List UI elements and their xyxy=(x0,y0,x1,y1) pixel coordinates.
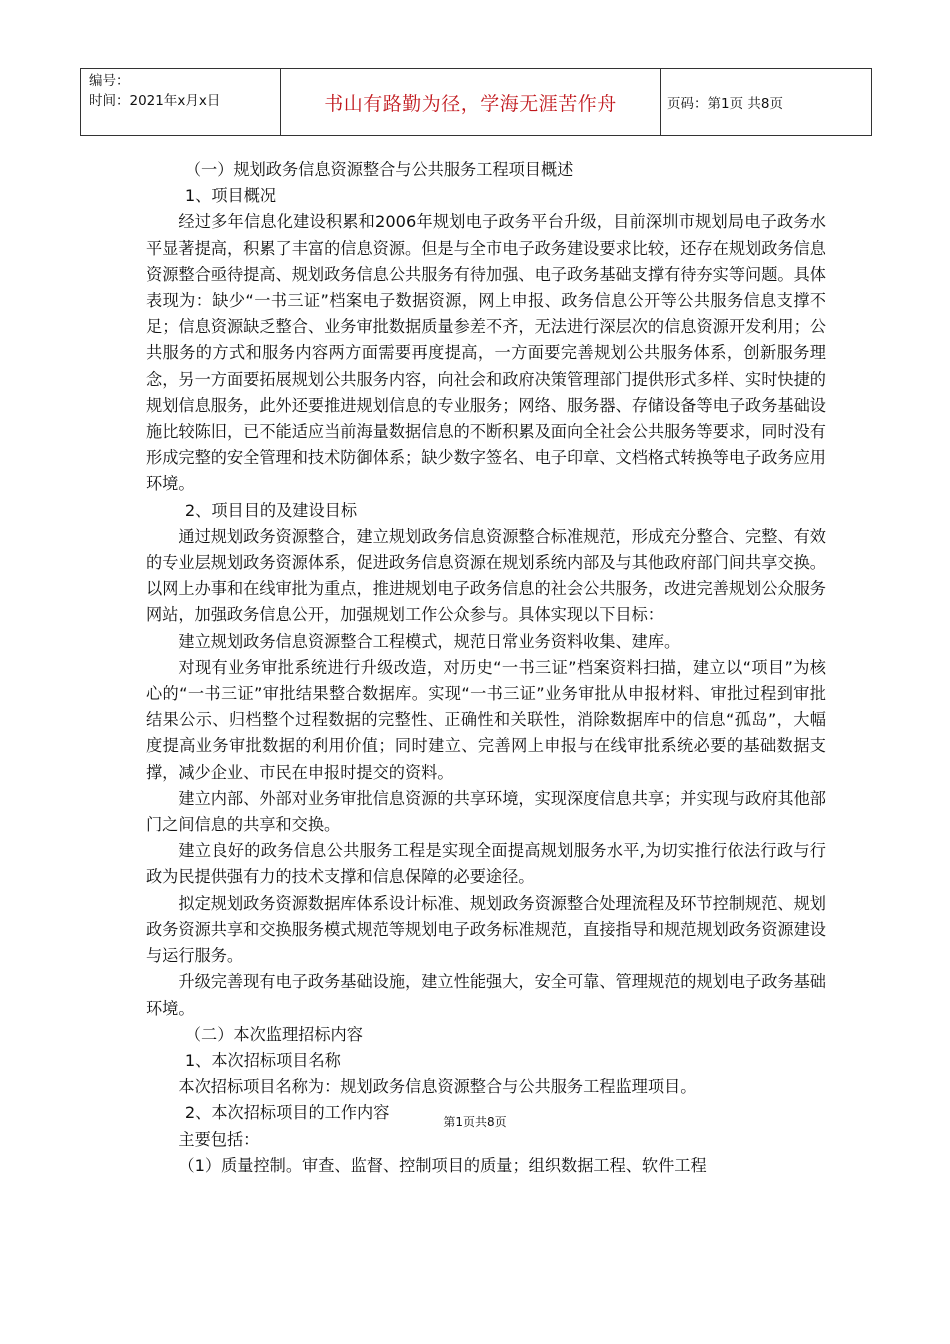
subsection-heading: 1、本次招标项目名称 xyxy=(184,1050,341,1070)
paragraph: 拟定规划政务资源数据库体系设计标准、规划政务资源整合处理流程及环节控制规范、规划政务资源共享和交换服务模式规范等规划电子政务标准规范，直接指导和规范规划政务资源建设与运行服务。 xyxy=(146,893,826,966)
paragraph: 本次招标项目名称为：规划政务信息资源整合与公共服务工程监理项目。 xyxy=(178,1077,697,1097)
document-body xyxy=(146,157,826,1179)
subsection-heading: 2、本次招标项目的工作内容 xyxy=(184,1103,390,1123)
page-header xyxy=(80,68,872,136)
paragraph: 建立规划政务信息资源整合工程模式，规范日常业务资料收集、建库。 xyxy=(178,631,681,651)
paragraph: 经过多年信息化建设积累和2006年规划电子政务平台升级，目前深圳市规划局电子政务水平显著提高，积累了丰富的信息资源。但是与全市电子政务建设要求比较，还存在规划政务信息资源整合亟待提高、规划政务信息公共服务有待加强、电子政务基础支撑有待夯实等问题。具体表现为：缺少“一书三证”档案电子数据资源，网上申报、政务信息公开等公共服务信息支撑不足；信息资源缺乏整合、业务审批数据质量参差不齐，无法进行深层次的信息资源开发利用；公共服务的方式和服务内容两方面需要再度提高，一方面要完善规划公共服务体系，创新服务理念，另一方面要拓展规划公共服务内容，向社会和政府决策管理部门提供形式多样、实时快捷的规划信息服务，此外还要推进规划信息的专业服务；网络、服务器、存储设备等电子政务基础设施比较陈旧，已不能适应当前海量数据信息的不断积累及面向全社会公共服务等要求，同时没有形成完整的安全管理和技术防御体系；缺少数字签名、电子印章、文档格式转换等电子政务应用环境。 xyxy=(146,212,826,494)
subsection-heading: 2、项目目的及建设目标 xyxy=(184,500,358,520)
serial-number-label: 编号： xyxy=(89,73,130,89)
header-motto: 书山有路勤为径，学海无涯苦作舟 xyxy=(281,69,661,135)
date-label: 时间：2021年x月x日 xyxy=(89,93,221,109)
paragraph: 通过规划政务资源整合，建立规划政务信息资源整合标准规范，形成充分整合、完整、有效的专业层规划政务资源体系，促进政务信息资源在规划系统内部及与其他政府部门间共享交换。以网上办事和在线审批为重点，推进规划电子政务信息的社会公共服务，改进完善规划公众服务网站，加强政务信息公开，加强规划工作公众参与。具体实现以下目标： xyxy=(146,526,826,625)
paragraph: 主要包括： xyxy=(178,1129,260,1149)
paragraph: 对现有业务审批系统进行升级改造，对历史“一书三证”档案资料扫描，建立以“项目”为核心的“一书三证”审批结果整合数据库。实现“一书三证”业务审批从申报材料、审批过程到审批结果公示、归档整个过程数据的完整性、正确性和关联性，消除数据库中的信息“孤岛”，大幅度提高业务审批数据的利用价值；同时建立、完善网上申报与在线审批系统必要的基础数据支撑，减少企业、市民在申报时提交的资料。 xyxy=(146,657,826,782)
header-meta xyxy=(81,69,281,135)
paragraph: 升级完善现有电子政务基础设施，建立性能强大，安全可靠、管理规范的规划电子政务基础环境。 xyxy=(146,972,826,1018)
paragraph: 建立内部、外部对业务审批信息资源的共享环境，实现深度信息共享；并实现与政府其他部门之间信息的共享和交换。 xyxy=(146,788,826,835)
header-page-number: 页码：第1页 共8页 xyxy=(667,96,783,112)
paragraph: 建立良好的政务信息公共服务工程是实现全面提高规划服务水平,为切实推行依法行政与行政为民提供强有力的技术支撑和信息保障的必要途径。 xyxy=(146,841,826,887)
subsection-heading: 1、项目概况 xyxy=(184,186,277,206)
section-heading: （一）规划政务信息资源整合与公共服务工程项目概述 xyxy=(184,160,574,179)
paragraph: （1）质量控制。审查、监督、控制项目的质量；组织数据工程、软件工程 xyxy=(178,1155,707,1175)
page-footer: 第1页共8页 xyxy=(443,1115,507,1129)
section-heading: （二）本次监理招标内容 xyxy=(184,1024,363,1044)
